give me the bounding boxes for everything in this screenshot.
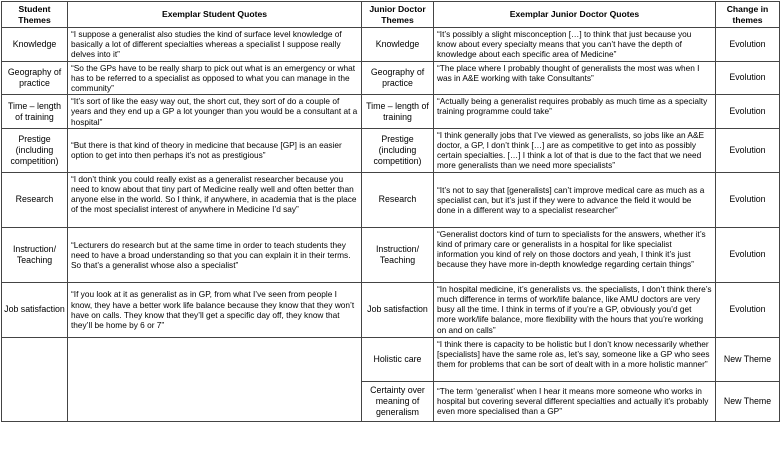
junior-theme: Geography of practice <box>362 61 434 95</box>
student-quote: “Lecturers do research but at the same time in order to teach students they need to have a broad understanding so that you can explain it in their terms. So that’s a generalist whose also a specialist” <box>68 227 362 282</box>
change-value: New Theme <box>716 381 780 421</box>
junior-quote: “It’s not to say that [generalists] can’t improve medical care as much as a specialist can, but it’s just if they were to advance the field it would be done in a different way to a specialist researcher” <box>434 172 716 227</box>
student-theme: Time – length of training <box>2 95 68 129</box>
header-row <box>2 2 780 28</box>
student-theme: Knowledge <box>2 28 68 62</box>
header-junior-themes: Junior Doctor Themes <box>362 2 434 28</box>
student-quote <box>68 337 362 421</box>
table-row <box>2 128 780 172</box>
student-quote: “So the GPs have to be really sharp to pick out what is an emergency or what has to be referred to a specialist as opposed to what you can manage in the community” <box>68 61 362 95</box>
junior-quote: “The place where I probably thought of generalists the most was when I was in A&E working with take Consultants” <box>434 61 716 95</box>
junior-theme: Instruction/ Teaching <box>362 227 434 282</box>
change-value: Evolution <box>716 282 780 337</box>
table-row <box>2 282 780 337</box>
change-value: Evolution <box>716 28 780 62</box>
table-row <box>2 95 780 129</box>
student-quote: “I suppose a generalist also studies the kind of surface level knowledge of basically a lot of different specialties whereas a specialist I suppose really delves into it” <box>68 28 362 62</box>
change-value: Evolution <box>716 172 780 227</box>
junior-quote: “It’s possibly a slight misconception […] to think that just because you know about every specialty means that you can’t have the depth of knowledge about each specific area of Medicine” <box>434 28 716 62</box>
header-student-quotes: Exemplar Student Quotes <box>68 2 362 28</box>
header-junior-quotes: Exemplar Junior Doctor Quotes <box>434 2 716 28</box>
junior-theme: Time – length of training <box>362 95 434 129</box>
junior-theme: Prestige (including competition) <box>362 128 434 172</box>
change-value: Evolution <box>716 95 780 129</box>
student-quote: “I don’t think you could really exist as a generalist researcher because you need to know about that tiny part of Medicine really well and often better than anyone else in the world. So I think, if anywhere, in academia that is the place of the most specialist interest of anywhere in Medicine I’d say” <box>68 172 362 227</box>
change-value: Evolution <box>716 128 780 172</box>
change-value: Evolution <box>716 227 780 282</box>
table-row <box>2 227 780 282</box>
change-value: Evolution <box>716 61 780 95</box>
junior-theme: Certainty over meaning of generalism <box>362 381 434 421</box>
junior-quote: “Generalist doctors kind of turn to specialists for the answers, whether it’s kind of primary care or generalists in a hospital for like specialist information you kind of rely on those doctors and yeah, I think it’s just because they have more in-depth knowledge regarding certain things” <box>434 227 716 282</box>
student-quote: “If you look at it as generalist as in GP, from what I’ve seen from people I know, they have a better work life balance because they know that they won’t have on calls. They know that they’ll get a specific day off, they know that they’ll be home by 6 or 7” <box>68 282 362 337</box>
table-row <box>2 28 780 62</box>
junior-theme: Knowledge <box>362 28 434 62</box>
themes-table <box>1 1 780 422</box>
student-quote: “It’s sort of like the easy way out, the short cut, they sort of do a couple of years and they end up a GP a lot younger than you would be a consultant at a hospital” <box>68 95 362 129</box>
student-theme <box>2 337 68 421</box>
change-value: New Theme <box>716 337 780 381</box>
junior-quote: “I think generally jobs that I’ve viewed as generalists, so jobs like an A&E doctor, a GP, I don’t think […] are as competitive to get into as possibly certain specialties. […] I think a lot of that is due to the fact that we need more generalists than we need more specialists” <box>434 128 716 172</box>
student-quote: “But there is that kind of theory in medicine that because [GP] is an easier option to get into then perhaps it’s not as prestigious” <box>68 128 362 172</box>
table-row <box>2 61 780 95</box>
student-theme: Job satisfaction <box>2 282 68 337</box>
junior-theme: Holistic care <box>362 337 434 381</box>
student-theme: Prestige (including competition) <box>2 128 68 172</box>
student-theme: Instruction/ Teaching <box>2 227 68 282</box>
student-theme: Research <box>2 172 68 227</box>
header-student-themes: Student Themes <box>2 2 68 28</box>
junior-quote: “Actually being a generalist requires probably as much time as a specialty training programme could take” <box>434 95 716 129</box>
junior-quote: “In hospital medicine, it’s generalists vs. the specialists, I don’t think there’s much difference in terms of work/life balance, like AMU doctors are very busy all the time. I think in terms of if you’re a GP, obviously you’d get more work/life balance, more flexibility with the hours that you’re working on and on calls” <box>434 282 716 337</box>
junior-quote: “The term ‘generalist’ when I hear it means more someone who works in hospital but covering several different specialties and actually it’s probably even more specialised than a GP” <box>434 381 716 421</box>
header-change: Change in themes <box>716 2 780 28</box>
junior-quote: “I think there is capacity to be holistic but I don’t know necessarily whether [specialists] have the same role as, let’s say, someone like a GP who sees them for problems that can be sort of dealt with in a more holistic manner” <box>434 337 716 381</box>
student-theme: Geography of practice <box>2 61 68 95</box>
table-row <box>2 337 780 381</box>
junior-theme: Research <box>362 172 434 227</box>
table-row <box>2 172 780 227</box>
junior-theme: Job satisfaction <box>362 282 434 337</box>
